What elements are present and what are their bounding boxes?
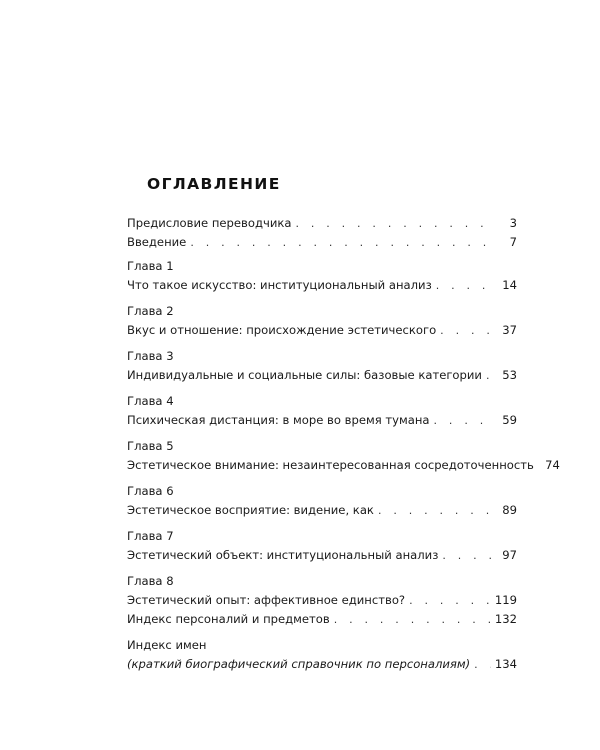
toc-entry[interactable]: [127, 347, 517, 385]
dot-leader: [295, 214, 495, 233]
toc-line: [127, 655, 517, 674]
chapter-label: Глава 2: [127, 304, 174, 318]
toc-entry[interactable]: [127, 392, 517, 430]
entry-title: Эстетическое восприятие: видение, как: [127, 503, 374, 517]
dot-leader: [436, 276, 495, 295]
entry-title: Что такое искусство: институциональный анализ: [127, 278, 432, 292]
toc-entry[interactable]: [127, 257, 517, 295]
dot-leader: [442, 546, 495, 565]
chapter-label: Глава 8: [127, 574, 174, 588]
chapter-label: Глава 1: [127, 259, 174, 273]
dot-leader: [486, 366, 495, 385]
chapter-label: Глава 6: [127, 484, 174, 498]
toc-entry[interactable]: [127, 636, 517, 674]
page-number: 74: [545, 458, 560, 472]
entry-title: Введение: [127, 235, 187, 249]
page-number: 119: [494, 593, 517, 607]
dot-leader: [190, 233, 495, 252]
chapter-label: Глава 3: [127, 349, 174, 363]
toc-line: [127, 366, 517, 385]
page-number: 7: [509, 235, 517, 249]
toc-entry[interactable]: [127, 437, 560, 475]
dot-leader: [434, 411, 495, 430]
dot-leader: [409, 591, 491, 610]
page-number: 97: [502, 548, 517, 562]
page-number: 3: [509, 216, 517, 230]
dot-leader: [474, 655, 491, 674]
toc-line: [127, 591, 517, 610]
toc-line: [127, 233, 517, 252]
toc-heading: ОГЛАВЛЕНИЕ: [147, 175, 281, 193]
dot-leader: [440, 321, 495, 340]
entry-title: Предисловие переводчика: [127, 216, 292, 230]
chapter-label: Индекс имен: [127, 638, 207, 652]
dot-leader: [378, 501, 495, 520]
toc-line: [127, 456, 560, 475]
toc-entry[interactable]: [127, 302, 517, 340]
entry-title: (краткий биографический справочник по персоналиям): [127, 657, 471, 671]
toc-entry[interactable]: [127, 527, 517, 565]
entry-title: Индивидуальные и социальные силы: базовые категории: [127, 368, 482, 382]
entry-title: Вкус и отношение: происхождение эстетического: [127, 323, 437, 337]
entry-title: Эстетическое внимание: незаинтересованная сосредоточенность: [127, 458, 534, 472]
toc-line: [127, 411, 517, 430]
chapter-label: Глава 4: [127, 394, 174, 408]
toc-entry[interactable]: [127, 214, 517, 233]
entry-title: Психическая дистанция: в море во время тумана: [127, 413, 430, 427]
toc-entry[interactable]: [127, 482, 517, 520]
chapter-label: Глава 5: [127, 439, 174, 453]
dot-leader: [334, 610, 491, 629]
entry-title: Эстетический опыт: аффективное единство?: [127, 593, 406, 607]
toc-line: [127, 546, 517, 565]
table-of-contents: [127, 214, 560, 681]
page-number: 59: [502, 413, 517, 427]
entry-title: Эстетический объект: институциональный анализ: [127, 548, 439, 562]
page-number: 14: [502, 278, 517, 292]
page-number: 132: [494, 612, 517, 626]
toc-line: [127, 214, 517, 233]
toc-line: [127, 610, 517, 629]
toc-entry[interactable]: [127, 610, 517, 629]
toc-line: [127, 321, 517, 340]
toc-line: [127, 276, 517, 295]
page-number: 89: [502, 503, 517, 517]
page-number: 53: [502, 368, 517, 382]
entry-title: Индекс персоналий и предметов: [127, 612, 330, 626]
toc-line: [127, 501, 517, 520]
chapter-label: Глава 7: [127, 529, 174, 543]
page-number: 134: [494, 657, 517, 671]
page-number: 37: [502, 323, 517, 337]
toc-entry[interactable]: [127, 572, 517, 610]
toc-entry[interactable]: [127, 233, 517, 252]
